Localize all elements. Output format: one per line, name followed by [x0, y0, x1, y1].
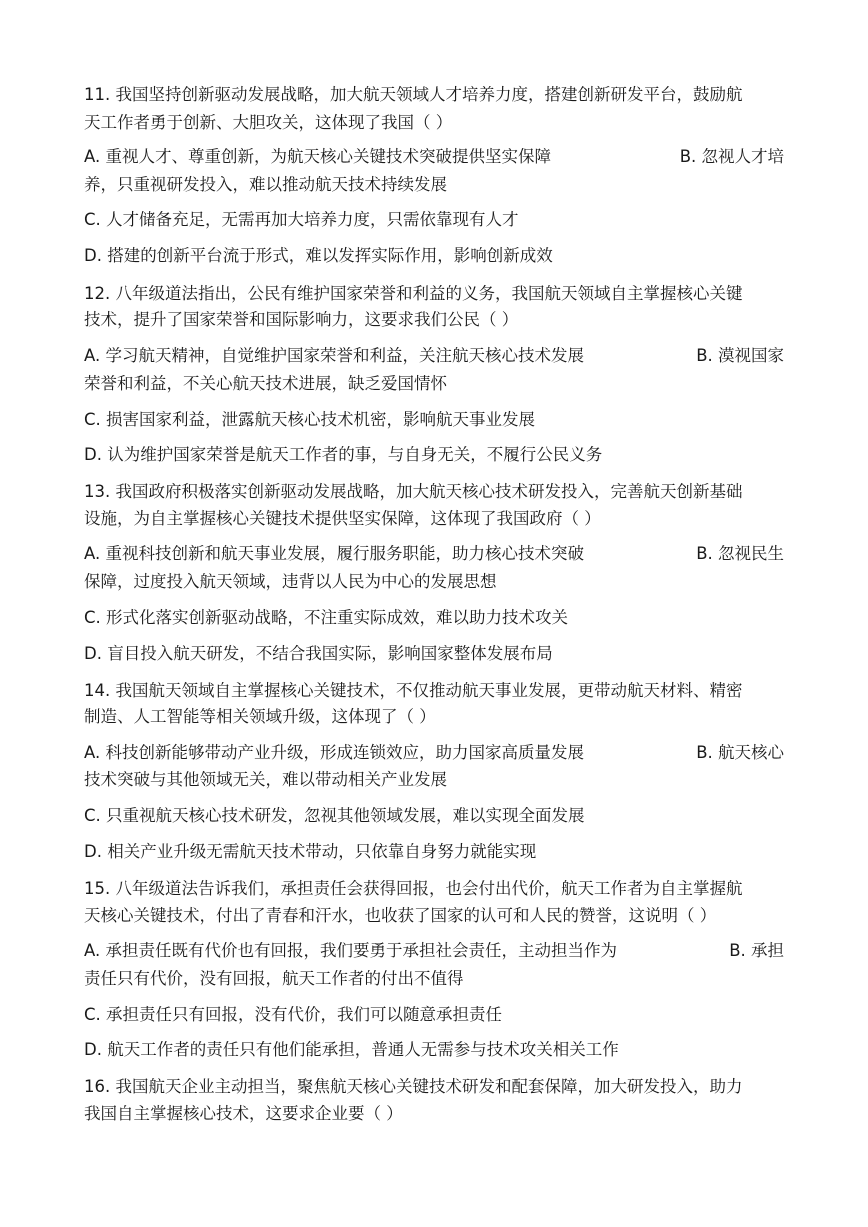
q14-stem-line-2: 制造、人工智能等相关领域升级，这体现了（ ）: [84, 707, 436, 726]
q11-option-d: D. 搭建的创新平台流于形式，难以发挥实际作用，影响创新成效: [84, 246, 553, 265]
q13-option-b-start: B. 忽视民生: [696, 544, 784, 563]
q15-stem-line-1: 15. 八年级道法告诉我们，承担责任会获得回报，也会付出代价，航天工作者为自主掌握航: [84, 879, 743, 898]
q13-option-d: D. 盲目投入航天研发，不结合我国实际，影响国家整体发展布局: [84, 644, 553, 663]
q12-stem-line-1: 12. 八年级道法指出，公民有维护国家荣誉和利益的义务，我国航天领域自主掌握核心关键: [84, 284, 743, 303]
q15-option-c: C. 承担责任只有回报，没有代价，我们可以随意承担责任: [84, 1005, 503, 1024]
q16-stem-line-2: 我国自主掌握核心技术，这要求企业要（ ）: [84, 1104, 403, 1123]
q14-option-c: C. 只重视航天核心技术研发，忽视其他领域发展，难以实现全面发展: [84, 806, 585, 825]
q15-stem-line-2: 天核心关键技术，付出了青春和汗水，也收获了国家的认可和人民的赞誉，这说明（ ）: [84, 906, 717, 925]
q14-option-a: A. 科技创新能够带动产业升级，形成连锁效应，助力国家高质量发展: [84, 743, 584, 762]
q15-option-d: D. 航天工作者的责任只有他们能承担，普通人无需参与技术攻关相关工作: [84, 1040, 619, 1059]
q13-option-b-end: 保障，过度投入航天领域，违背以人民为中心的发展思想: [84, 572, 497, 591]
q16-stem-line-1: 16. 我国航天企业主动担当，聚焦航天核心关键技术研发和配套保障，加大研发投入，助力: [84, 1077, 743, 1096]
q13-option-c: C. 形式化落实创新驱动战略，不注重实际成效，难以助力技术攻关: [84, 608, 569, 627]
q14-option-a-row: [84, 742, 784, 764]
q11-stem-line-1: 11. 我国坚持创新驱动发展战略，加大航天领域人才培养力度，搭建创新研发平台，鼓励航: [84, 85, 743, 104]
q14-option-b-start: B. 航天核心: [696, 743, 784, 762]
q13-option-a: A. 重视科技创新和航天事业发展，履行服务职能，助力核心技术突破: [84, 544, 584, 563]
q12-option-c: C. 损害国家利益，泄露航天核心技术机密，影响航天事业发展: [84, 410, 536, 429]
q11-option-b-start: B. 忽视人才培: [679, 147, 784, 166]
q13-stem-line-1: 13. 我国政府积极落实创新驱动发展战略，加大航天核心技术研发投入，完善航天创新基础: [84, 482, 743, 501]
q14-stem-line-1: 14. 我国航天领域自主掌握核心关键技术，不仅推动航天事业发展，更带动航天材料、精密: [84, 681, 743, 700]
q12-option-d: D. 认为维护国家荣誉是航天工作者的事，与自身无关，不履行公民义务: [84, 445, 603, 464]
q15-option-b-end: 责任只有代价，没有回报，航天工作者的付出不值得: [84, 969, 464, 988]
q13-stem-line-2: 设施，为自主掌握核心关键技术提供坚实保障，这体现了我国政府（ ）: [84, 509, 601, 528]
q12-option-b-start: B. 漠视国家: [696, 346, 784, 365]
q13-option-a-row: [84, 543, 784, 565]
q12-option-a: A. 学习航天精神，自觉维护国家荣誉和利益，关注航天核心技术发展: [84, 346, 584, 365]
q11-stem-line-2: 天工作者勇于创新、大胆攻关，这体现了我国（ ）: [84, 113, 453, 132]
q12-option-a-row: [84, 345, 784, 367]
q12-option-b-end: 荣誉和利益，不关心航天技术进展，缺乏爱国情怀: [84, 374, 447, 393]
q11-option-c: C. 人才储备充足，无需再加大培养力度，只需依靠现有人才: [84, 210, 519, 229]
q12-stem-line-2: 技术，提升了国家荣誉和国际影响力，这要求我们公民（ ）: [84, 310, 519, 329]
q15-option-a: A. 承担责任既有代价也有回报，我们要勇于承担社会责任，主动担当作为: [84, 941, 617, 960]
q11-option-a-row: [84, 146, 784, 168]
q11-option-b-end: 养，只重视研发投入，难以推动航天技术持续发展: [84, 175, 447, 194]
q14-option-d: D. 相关产业升级无需航天技术带动，只依靠自身努力就能实现: [84, 842, 537, 861]
q11-option-a: A. 重视人才、尊重创新，为航天核心关键技术突破提供坚实保障: [84, 147, 551, 166]
q15-option-b-start: B. 承担: [729, 941, 784, 960]
q15-option-a-row: [84, 940, 784, 962]
q14-option-b-end: 技术突破与其他领域无关，难以带动相关产业发展: [84, 770, 447, 789]
